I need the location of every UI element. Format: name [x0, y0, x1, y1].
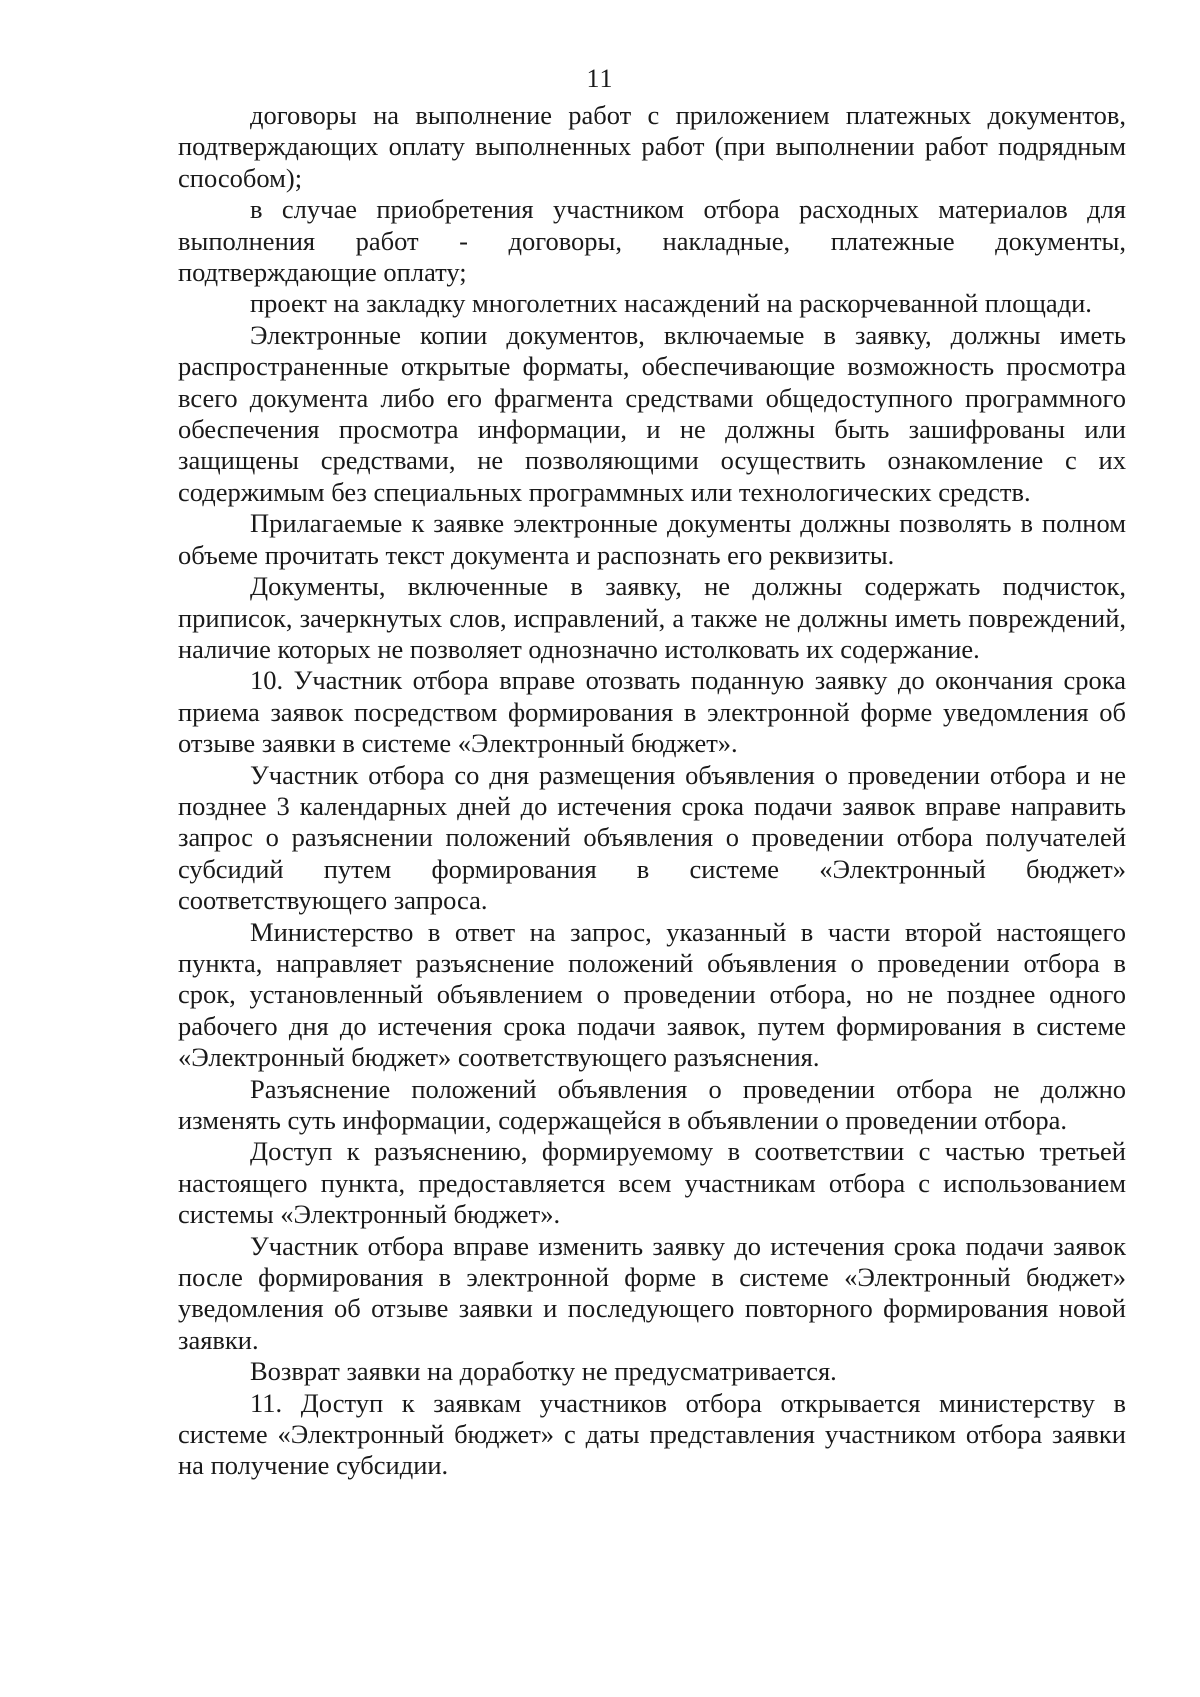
paragraph-document-requirements: Документы, включенные в заявку, не должны содержать подчисток, приписок, зачеркнутых слов, исправлений, а также не должны иметь повреждений, наличие которых не позволяет однозначно истолковать их содержание. — [178, 571, 1126, 664]
paragraph-ministry-response: Министерство в ответ на запрос, указанный в части второй настоящего пункта, направляет разъяснение положений объявления о проведении отбора в срок, установленный объявлением о проведении отбора, но не позднее одного рабочего дня до истечения срока подачи заявок, путем формирования в системе «Электронный бюджет» соответствующего разъяснения. — [178, 916, 1126, 1073]
paragraph-contracts: договоры на выполнение работ с приложением платежных документов, подтверждающих оплату выполненных работ (при выполнении работ подрядным способом); — [178, 100, 1126, 193]
page-number: 11 — [586, 64, 614, 93]
paragraph-item-11: 11. Доступ к заявкам участников отбора открывается министерству в системе «Электронный бюджет» с даты представления участником отбора заявки на получение субсидии. — [178, 1387, 1126, 1481]
document-body — [178, 100, 1126, 1482]
paragraph-item-10: 10. Участник отбора вправе отозвать поданную заявку до окончания срока приема заявок посредством формирования в электронной форме уведомления об отзыве заявки в системе «Электронный бюджет». — [178, 665, 1126, 759]
paragraph-clarification-request: Участник отбора со дня размещения объявления о проведении отбора и не позднее 3 календарных дней до истечения срока подачи заявок вправе направить запрос о разъяснении положений объявления о проведении отбора получателей субсидий путем формирования в системе «Электронный бюджет» соответствующего запроса. — [178, 759, 1126, 916]
paragraph-clarification-scope: Разъяснение положений объявления о проведении отбора не должно изменять суть информации, содержащейся в объявлении о проведении отбора. — [178, 1073, 1126, 1135]
paragraph-application-change: Участник отбора вправе изменить заявку до истечения срока подачи заявок после формирования в электронной форме в системе «Электронный бюджет» уведомления об отзыве заявки и последующего повторного формирования новой заявки. — [178, 1230, 1126, 1355]
paragraph-no-return: Возврат заявки на доработку не предусматривается. — [250, 1356, 837, 1387]
paragraph-materials: в случае приобретения участником отбора расходных материалов для выполнения работ - договоры, накладные, платежные документы, подтверждающие оплату; — [178, 194, 1126, 288]
paragraph-attached-documents: Прилагаемые к заявке электронные документы должны позволять в полном объеме прочитать текст документа и распознать его реквизиты. — [178, 508, 1126, 570]
paragraph-clarification-access: Доступ к разъяснению, формируемому в соответствии с частью третьей настоящего пункта, предоставляется всем участникам отбора с использованием системы «Электронный бюджет». — [178, 1136, 1126, 1230]
paragraph-project: проект на закладку многолетних насаждений на раскорчеванной площади. — [250, 288, 1092, 319]
paragraph-electronic-copies: Электронные копии документов, включаемые в заявку, должны иметь распространенные открытые форматы, обеспечивающие возможность просмотра всего документа либо его фрагмента средствами общедоступного программного обеспечения просмотра информации, и не должны быть зашифрованы или защищены средствами, не позволяющими осуществить ознакомление с их содержимым без специальных программных или технологических средств. — [178, 319, 1126, 507]
